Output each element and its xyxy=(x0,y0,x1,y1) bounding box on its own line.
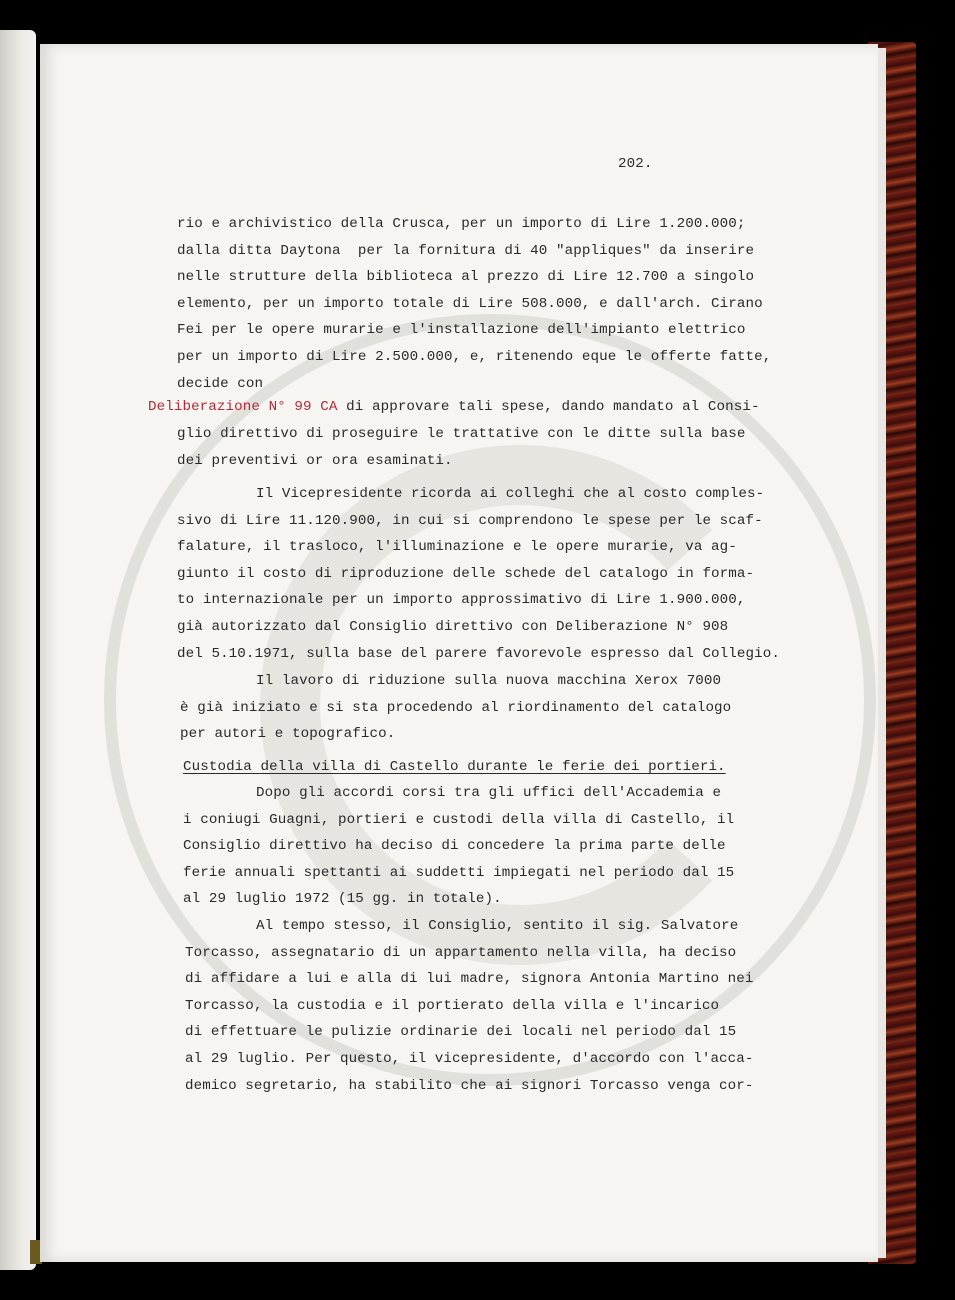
paragraph-1-line: Fei per le opere murarie e l'installazione dell'impianto elettrico xyxy=(177,322,746,339)
deliberation-text: di approvare tali spese, dando mandato al Consi- xyxy=(337,399,760,415)
paragraph-3-line: già autorizzato dal Consiglio direttivo con Deliberazione N° 908 xyxy=(177,619,729,635)
paragraph-4-line: è già iniziato e si sta procedendo al riordinamento del catalogo xyxy=(180,699,732,716)
paragraph-6-line: Al tempo stesso, il Consiglio, sentito il sig. Salvatore xyxy=(256,918,739,934)
paragraph-6-line: Torcasso, la custodia e il portierato della villa e l'incarico xyxy=(185,997,720,1014)
paragraph-6-line: di effettuare le pulizie ordinarie dei locali nel periodo dal 15 xyxy=(185,1024,737,1041)
paragraph-6-line: al 29 luglio. Per questo, il vicepresidente, d'accordo con l'acca- xyxy=(185,1051,754,1067)
paragraph-3-line: del 5.10.1971, sulla base del parere favorevole espresso dal Collegio. xyxy=(177,645,780,662)
left-page-edge xyxy=(0,30,36,1270)
paragraph-6-line: di affidare a lui e alla di lui madre, signora Antonia Martino nei xyxy=(185,971,754,988)
paragraph-5-line: Dopo gli accordi corsi tra gli uffici dell'Accademia e xyxy=(256,785,722,801)
deliberation-line xyxy=(148,399,760,415)
paragraph-6-line: Torcasso, assegnatario di un appartamento nella villa, ha deciso xyxy=(185,944,737,961)
paragraph-1-line: per un importo di Lire 2.500.000, e, ritenendo eque le offerte fatte, xyxy=(177,349,772,365)
section-heading: Custodia della villa di Castello durante le ferie dei portieri. xyxy=(183,759,726,775)
paragraph-3-line: giunto il costo di riproduzione delle schede del catalogo in forma- xyxy=(177,565,755,582)
paragraph-4-line: per autori e topografico. xyxy=(180,726,396,743)
paragraph-2-line: glio direttivo di proseguire le trattative con le ditte sulla base xyxy=(177,426,746,442)
deliberation-label: Deliberazione N° 99 CA xyxy=(148,399,338,415)
paragraph-5-line: ferie annuali spettanti ai suddetti impiegati nel periodo dal 15 xyxy=(183,864,735,881)
paragraph-4-line: Il lavoro di riduzione sulla nuova macchina Xerox 7000 xyxy=(256,673,722,689)
paragraph-5-line: i coniugi Guagni, portieri e custodi della villa di Castello, il xyxy=(183,811,735,828)
paragraph-1-line: decide con xyxy=(177,375,264,392)
paragraph-5-line: al 29 luglio 1972 (15 gg. in totale). xyxy=(183,891,502,908)
paragraph-5-line: Consiglio direttivo ha deciso di concedere la prima parte delle xyxy=(183,838,726,855)
paragraph-1-line: dalla ditta Daytona per la fornitura di 40 "appliques" da inserire xyxy=(177,242,755,259)
paragraph-3-line: falature, il trasloco, l'illuminazione e le opere murarie, va ag- xyxy=(177,539,737,556)
paragraph-3-line: sivo di Lire 11.120.900, in cui si comprendono le spese per le scaf- xyxy=(177,512,763,529)
paragraph-6-line: demico segretario, ha stabilito che ai signori Torcasso venga cor- xyxy=(185,1077,754,1094)
paragraph-2-line: dei preventivi or ora esaminati. xyxy=(177,452,453,469)
paragraph-1-line: elemento, per un importo totale di Lire 508.000, e dall'arch. Cirano xyxy=(177,295,763,312)
paragraph-3-line: to internazionale per un importo approssimativo di Lire 1.900.000, xyxy=(177,592,746,609)
paragraph-1-line: rio e archivistico della Crusca, per un importo di Lire 1.200.000; xyxy=(177,216,746,232)
paragraph-3-line: Il Vicepresidente ricorda ai colleghi che al costo comples- xyxy=(256,486,765,502)
paragraph-1-line: nelle strutture della biblioteca al prezzo di Lire 12.700 a singolo xyxy=(177,269,755,286)
page-number: 202. xyxy=(618,156,653,172)
